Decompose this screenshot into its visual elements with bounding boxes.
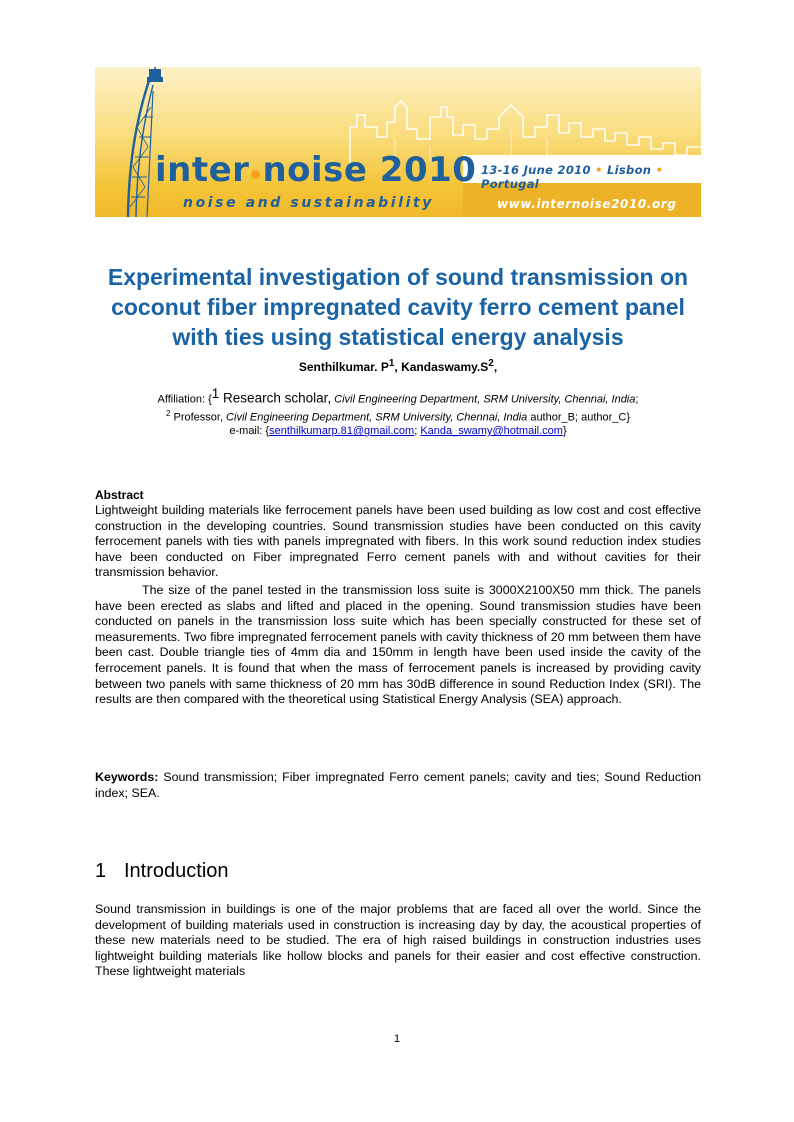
affiliation-superscript: 2 [165,408,171,418]
keywords-text: Sound transmission; Fiber impregnated Ferro cement panels; cavity and ties; Sound Reduction index; SEA. [95,770,701,800]
email-prefix: e-mail: { [229,425,270,438]
section-number: 1 [95,860,107,882]
logo-text-noise-year: noise 2010 [262,150,477,190]
affiliation-email-line [95,424,701,438]
author-separator: , [493,360,498,374]
affiliation-role: Professor, [170,411,223,424]
affiliation-prefix: Affiliation: { [157,393,212,406]
affiliation-department: Civil Engineering Department, SRM University, Chennai, India [331,393,636,406]
conference-url: www.internoise2010.org [497,197,677,211]
separator-dot-icon: • [595,163,603,177]
email-link[interactable]: Kanda_swamy@hotmail.com [420,425,563,438]
email-suffix: } [562,425,567,438]
paper-title: Experimental investigation of sound transmission on coconut fiber impregnated cavity ferro cement panel with ties using statistical energy analysis [107,264,689,350]
conference-country: Portugal [481,177,540,191]
author-separator: , [394,360,402,374]
conference-date: 13-16 June 2010 [481,163,591,177]
author-name: Kandaswamy.S [401,360,489,374]
section-title: Introduction [124,860,229,882]
abstract-paragraph: Lightweight building materials like ferrocement panels have been used building as low cost and cost effective construction in the developing countries. Sound transmission studies have been conducted on this cavity ferrocement panels with ties with panels impregnated with fibers. In this work sound reduction index studies have been conducted on Fiber impregnated Ferro cement panels with and without cavities for their transmission behavior. [95,503,701,580]
affiliation-separator: ; [635,393,639,406]
logo-text-inter: inter [155,150,250,190]
conference-city: Lisbon [607,163,652,177]
affiliation-superscript: 1 [211,386,220,401]
conference-date-location [481,163,701,191]
body-paragraph: Sound transmission in buildings is one of the major problems that are faced all over the world. Since the development of building materials used in construction is increasing day by day, the acoustical properties of these new materials need to be studied. The era of high raised buildings in construction industries uses lightweight building materials like hollow blocks and panels for their easier and cost effective construction. These lightweight materials [95,902,701,979]
email-separator: ; [414,425,421,438]
email-link[interactable]: senthilkumarp.81@gmail.com [269,425,415,438]
affiliation-role: Research scholar, [219,390,332,406]
author-superscript: 2 [488,358,494,369]
conference-banner [95,67,701,217]
logo-dot-icon [251,170,260,179]
affiliation-line-1 [95,387,701,407]
affiliation-department: Civil Engineering Department, SRM University, Chennai, India [223,411,528,424]
keywords-label: Keywords: [95,770,159,784]
page-number: 1 [393,1033,401,1045]
conference-tagline: noise and sustainability [183,195,435,211]
section-heading [95,860,229,883]
tower-icon [123,67,169,217]
conference-logo [155,150,477,190]
abstract-heading: Abstract [95,488,144,502]
author-superscript: 1 [388,358,395,369]
keywords [95,770,701,801]
abstract-paragraph: The size of the panel tested in the transmission loss suite is 3000X2100X50 mm thick. The panels have been erected as slabs and lifted and placed in the opening. Sound transmission studies have been conducted on panels in the transmission loss suite which has been specially constructed for these set of measurements. Two fibre impregnated ferrocement panels with cavity thickness of 20 mm between them have been cast. Double triangle ties of 4mm dia and 150mm in length have been used inside the cavity of the ferrocement panels. It is found that when the mass of ferrocement panels is increased by providing cavity between two panels with same thickness of 20 mm has 30dB difference in sound Reduction Index (SRI). The results are then compared with the theoretical using Statistical Energy Analysis (SEA) approach. [95,583,701,707]
affiliation-authors-placeholder: author_B; author_C} [527,411,631,424]
affiliation-block [95,387,701,438]
author-list [95,358,701,374]
separator-dot-icon: • [655,163,664,177]
affiliation-line-2 [95,407,701,425]
author-name: Senthilkumar. P [298,360,389,374]
